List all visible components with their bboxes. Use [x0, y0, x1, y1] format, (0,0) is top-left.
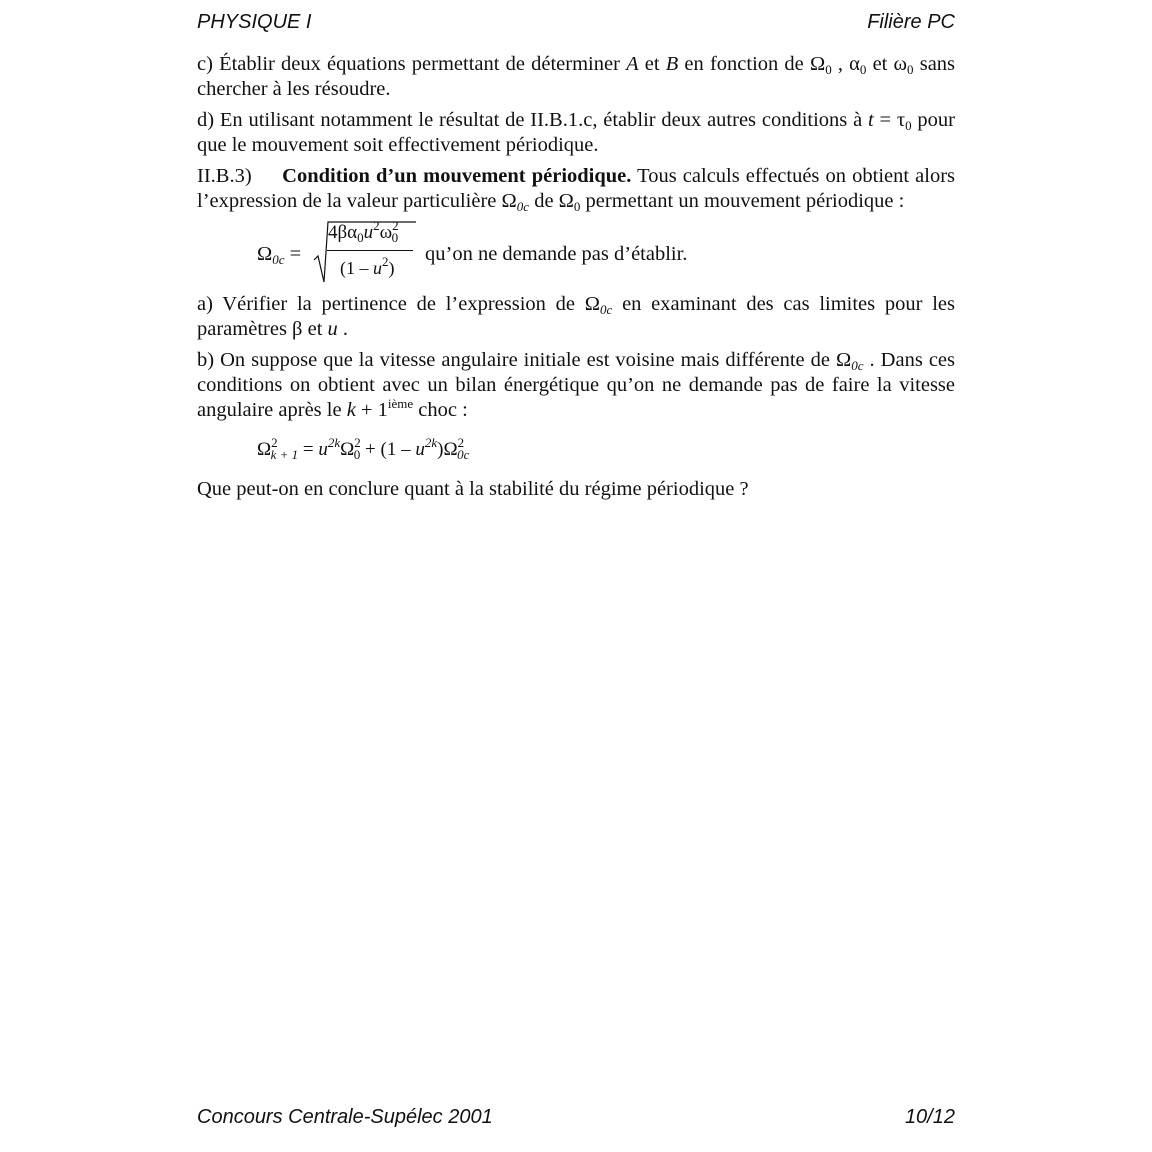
symbol-omega: Ω	[809, 53, 826, 75]
header-track: Filière PC	[867, 11, 955, 33]
subscript-0: 0	[353, 447, 361, 462]
equation-omega-0c	[197, 220, 955, 286]
text-and: et	[638, 53, 666, 75]
symbol-omega: Ω	[443, 439, 458, 460]
question-a	[197, 292, 955, 342]
conclusion-question: Que peut-on en conclure quant à la stabilité du régime périodique ?	[197, 478, 749, 500]
symbol-omega: Ω	[257, 439, 272, 460]
superscript-2k: 2k	[424, 435, 438, 450]
text-de: de	[529, 190, 559, 212]
header-subject: PHYSIQUE I	[197, 11, 312, 33]
subscript-0: 0	[907, 62, 914, 77]
superscript-ieme: ième	[387, 396, 414, 411]
subscript-0: 0	[573, 199, 581, 214]
var-u: u	[318, 439, 328, 460]
denominator-open: (1 –	[340, 258, 373, 278]
question-c-text: c) Établir deux équations permettant de déterminer	[197, 53, 627, 75]
var-A: A	[626, 53, 639, 75]
section-number: II.B.3)	[197, 165, 252, 187]
superscript-2: 2	[382, 254, 389, 269]
symbol-omega: Ω	[340, 439, 355, 460]
close-paren: )	[437, 439, 444, 460]
question-a-text-2: en examinant des cas limites pour les paramètres	[197, 293, 955, 340]
page-header	[197, 11, 955, 34]
question-d	[197, 108, 955, 158]
var-k: k	[346, 399, 356, 421]
symbol-omega: Ω	[501, 190, 517, 212]
symbol-omega: Ω	[836, 349, 852, 371]
subscript-0: 0	[391, 230, 399, 245]
superscript-2: 2	[373, 218, 380, 233]
subscript-0: 0	[859, 62, 867, 77]
equals: =	[298, 439, 319, 460]
subscript-0: 0	[905, 118, 912, 133]
question-a-text: a) Vérifier la pertinence de l’expression de	[197, 293, 585, 315]
text-et: et	[866, 53, 894, 75]
var-u: u	[327, 318, 338, 340]
section-II-B-3	[197, 164, 955, 214]
equation-remark: qu’on ne demande pas d’établir.	[425, 243, 688, 265]
document-body	[197, 52, 955, 508]
numerator-coef: 4βα	[328, 222, 358, 243]
denominator-close: )	[388, 258, 395, 278]
plus-one: + 1	[355, 399, 388, 421]
question-b-text: b) On suppose que la vitesse angulaire initiale est voisine mais différente de	[197, 349, 837, 371]
period: .	[337, 318, 349, 340]
subscript-0c: 0c	[272, 252, 285, 267]
question-c-text-3: sans chercher à les résoudre.	[197, 53, 956, 100]
var-u: u	[373, 258, 382, 278]
question-b	[197, 348, 955, 423]
question-b-text-3: choc :	[413, 399, 468, 421]
question-c	[197, 52, 955, 102]
symbol-omega: Ω	[257, 243, 273, 265]
question-d-text-2: pour que le mouvement soit effectivement périodique.	[197, 109, 956, 156]
symbol-alpha: α	[849, 53, 860, 75]
symbol-omega: Ω	[558, 190, 574, 212]
subscript-0c: 0c	[851, 358, 864, 373]
question-d-text: d) En utilisant notamment le résultat de II.B.1.c, établir deux autres conditions à	[197, 109, 868, 131]
superscript-2: 2	[392, 218, 399, 233]
symbol-small-omega: ω	[893, 53, 908, 75]
equation-lhs	[257, 242, 301, 267]
subscript-0: 0	[825, 62, 832, 77]
section-text-2: permettant un mouvement périodique :	[580, 190, 905, 212]
subscript-0c: 0c	[516, 199, 530, 214]
footer-contest: Concours Centrale-Supélec 2001	[197, 1106, 493, 1128]
fraction-bar	[327, 250, 413, 251]
equation-recurrence	[197, 429, 955, 469]
subscript-0c: 0c	[600, 302, 613, 317]
question-b-text-2: . Dans ces conditions on obtient avec un bilan énergétique qu’on ne demande pas de faire la vitesse angulaire après le	[197, 349, 955, 421]
page-footer	[197, 1106, 955, 1129]
fraction-denominator	[340, 256, 395, 281]
symbol-small-omega: ω	[379, 222, 393, 243]
equals: =	[284, 243, 302, 265]
subscript-0: 0	[357, 230, 364, 245]
var-u: u	[415, 439, 425, 460]
var-t: t	[867, 109, 874, 131]
section-title: Condition d’un mouvement périodique.	[282, 165, 632, 187]
recurrence-formula	[257, 437, 469, 462]
question-c-text-2: en fonction de	[678, 53, 810, 75]
text-et: et	[302, 318, 328, 340]
footer-page-number: 10/12	[904, 1106, 955, 1128]
plus-open: + (1 –	[360, 439, 416, 460]
fraction-numerator	[328, 220, 398, 245]
equals: =	[873, 109, 897, 131]
superscript-2: 2	[354, 435, 361, 450]
superscript-2: 2	[271, 435, 278, 450]
superscript-2: 2	[457, 435, 465, 450]
superscript-2k: 2k	[327, 435, 341, 450]
subscript-k-plus-1: k + 1	[270, 447, 299, 462]
section-text: Tous calculs effectués on obtient alors l’expression de la valeur particulière	[197, 165, 956, 212]
var-u: u	[363, 222, 374, 243]
symbol-tau: τ	[896, 109, 906, 131]
var-B: B	[665, 53, 679, 75]
symbol-omega: Ω	[584, 293, 601, 315]
comma: ,	[831, 53, 843, 75]
symbol-beta: β	[292, 318, 303, 340]
subscript-0c: 0c	[457, 447, 470, 462]
